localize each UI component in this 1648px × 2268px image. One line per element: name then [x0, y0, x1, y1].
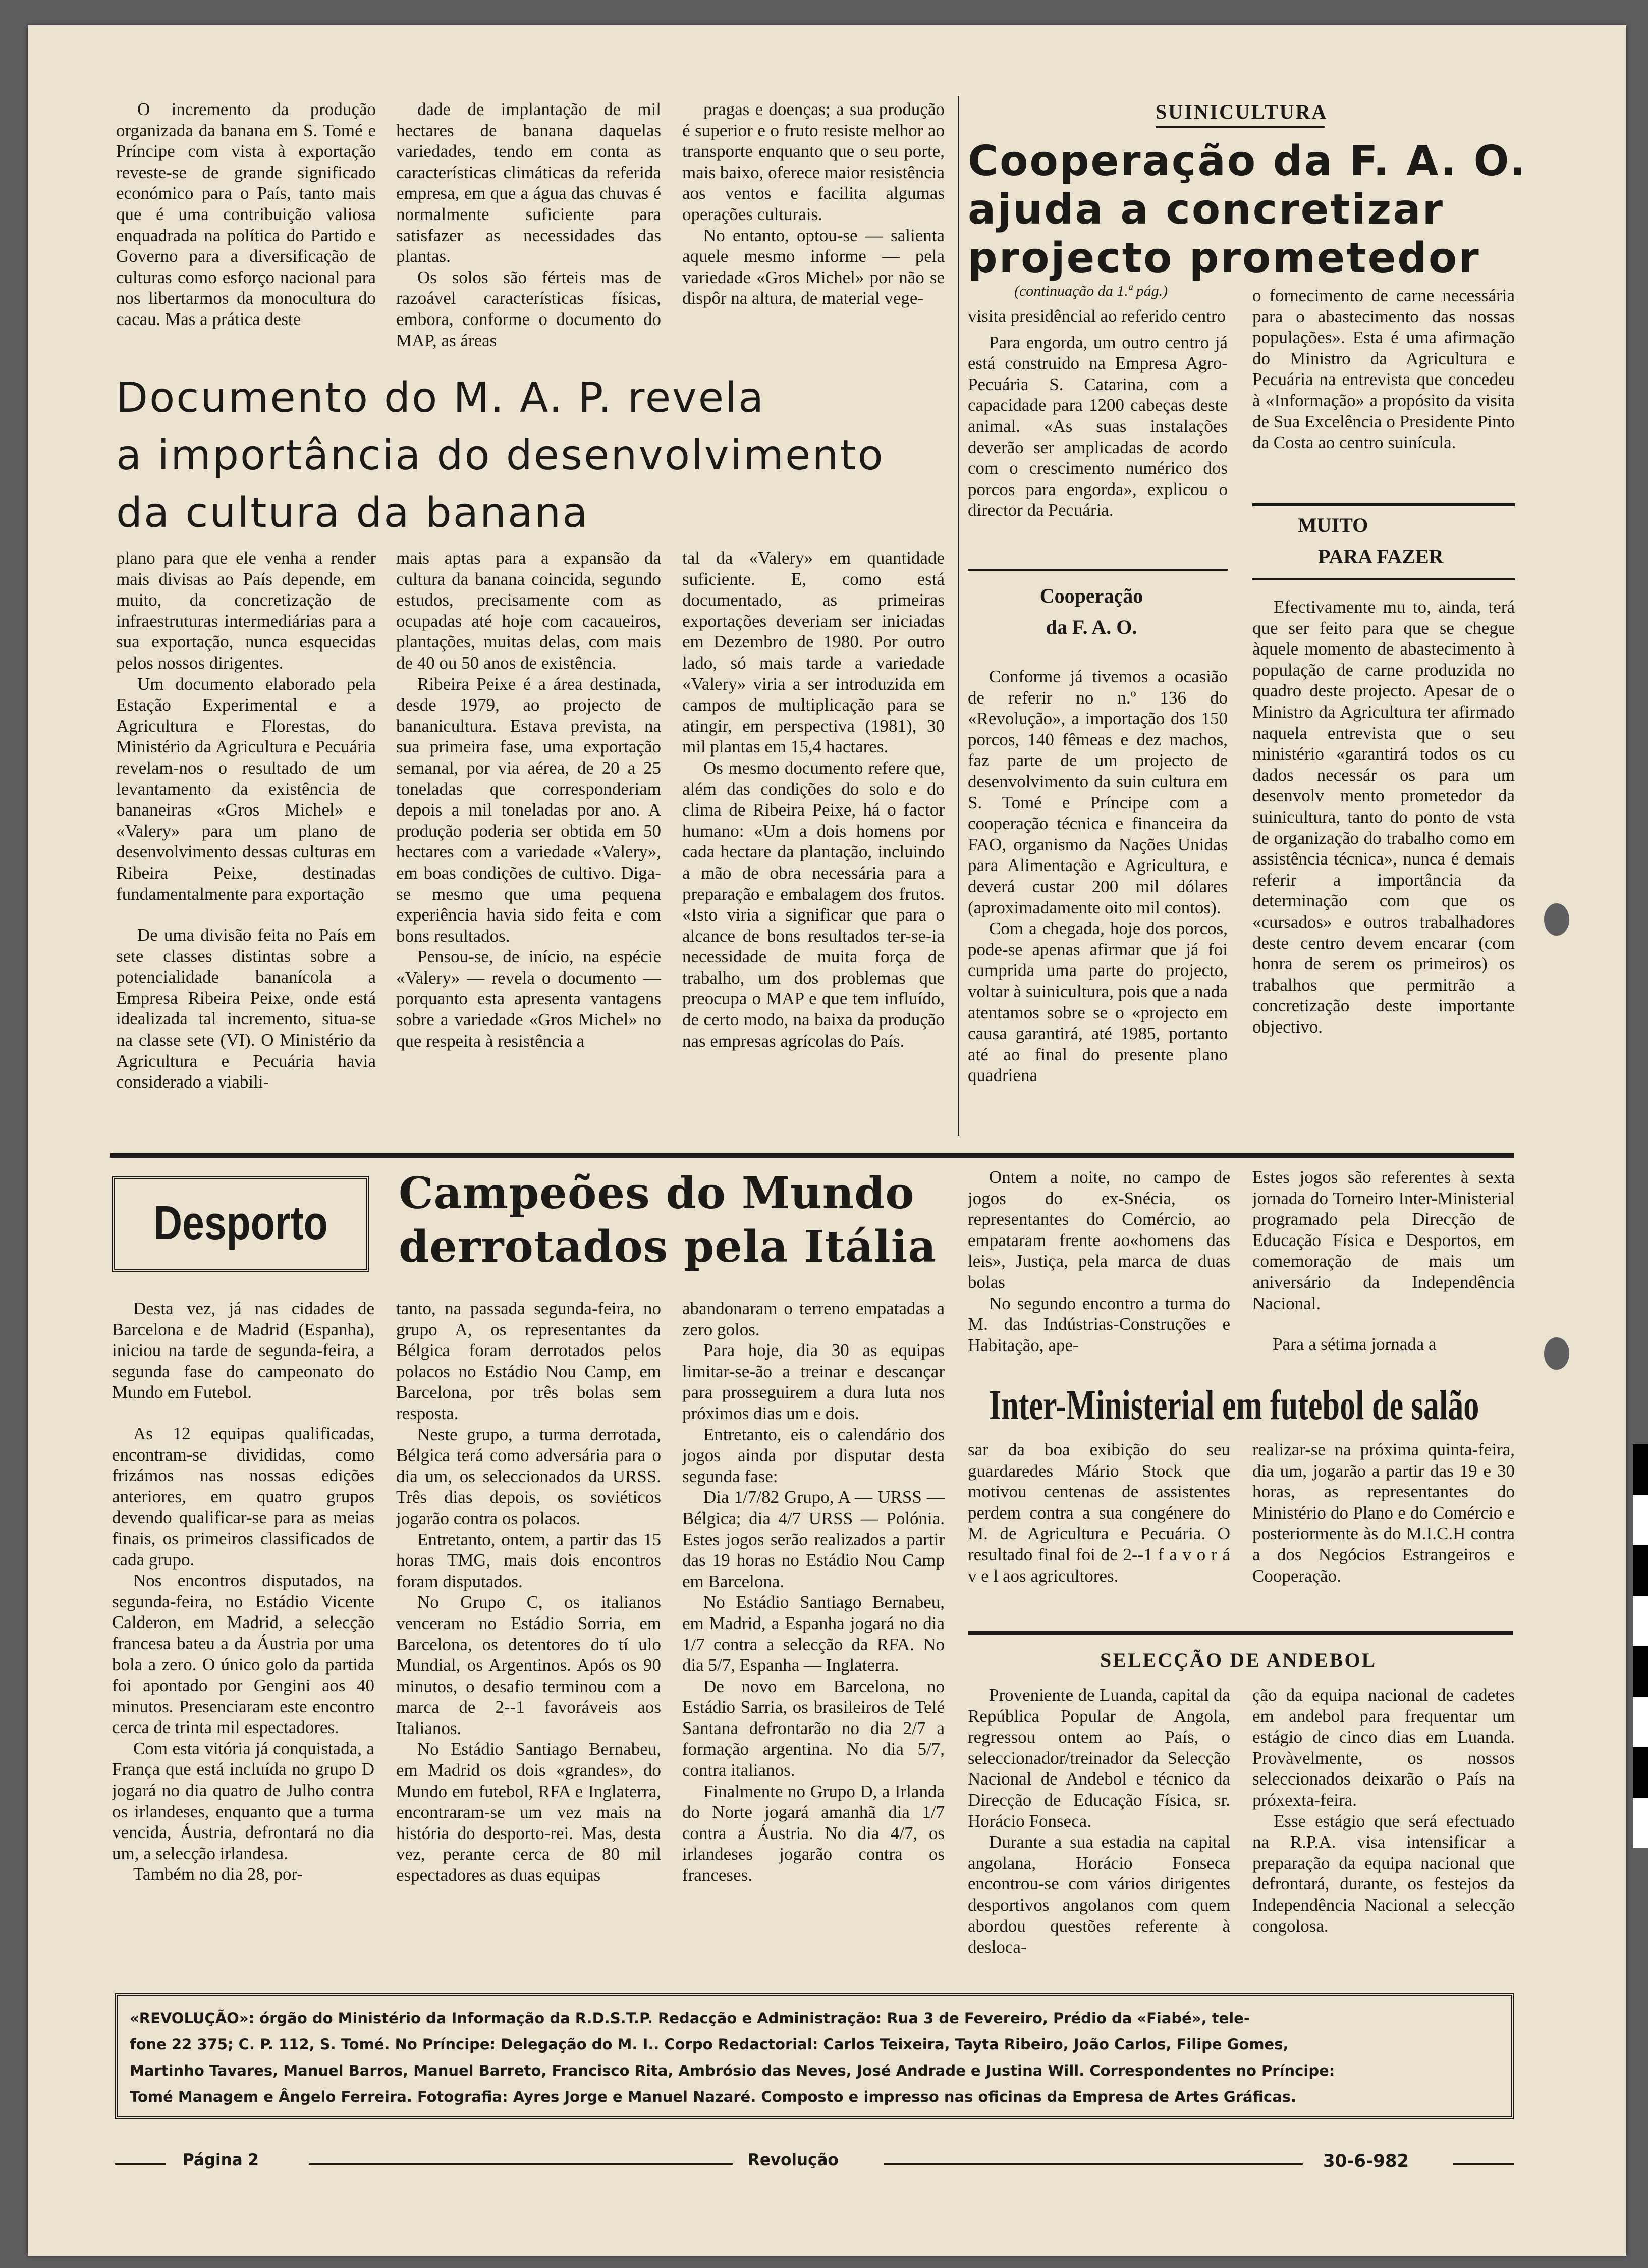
banana-headline-line1: Documento do M. A. P. revela — [116, 374, 765, 422]
banana-headline-line2: a importância do desenvolvimento — [116, 431, 885, 479]
subhead-line: MUITO — [1298, 514, 1368, 536]
desporto-headline-line2: derrotados pela Itália — [399, 1221, 937, 1272]
paragraph: Dia 1/7/82 Grupo, A — URSS — Bélgica; dia 4/7 URSS — Polónia. Estes jogos serão realizados a partir das 19 horas no Estádio Nou Camp em Barcelona. — [682, 1487, 945, 1591]
paragraph: plano para que ele venha a render mais divisas ao País depende, em muito, da concretização de infraestruturas intermediárias para a sua exportação, nunca esquecidas pelos nossos dirigentes. — [116, 548, 376, 673]
masthead-line: fone 22 375; C. P. 112, S. Tomé. No Príncipe: Delegação do M. I.. Corpo Redactorial: Carlos Teixeira, Tayta Ribeiro, João Carlos, Filipe Gomes, — [130, 2036, 1289, 2053]
paragraph: Esse estágio que será efectuado na R.P.A. visa intensificar a preparação da equipa nacional que defrontará, durante, os festejos da Independência Nacional a selecção congolosa. — [1252, 1811, 1515, 1936]
binding-hole — [1544, 1337, 1569, 1370]
suinicultura-col-b2 — [1252, 597, 1515, 1139]
paragraph: De novo em Barcelona, no Estádio Sarria, os brasileiros de Telé Santana defrontarão no dia 2/7 a formação argentina. No dia 5/7, contra italianos. — [682, 1676, 945, 1780]
desporto-col2 — [396, 1298, 661, 1979]
paragraph: Proveniente de Luanda, capital da República Popular de Angola, regressou ontem ao País, o seleccionador/treinador da Selecção Nacional de Andebol e técnico da Direcção de Educação Física, sr. Horácio Fonseca. — [968, 1685, 1230, 1831]
footer-rule-left — [115, 2163, 166, 2165]
paragraph: No Estádio Santiago Bernabeu, em Madrid os dois «grandes», do Mundo em futebol, RFA e Inglaterra, encontraram-se um vez mais na história do desporto-rei. Mas, desta vez, perante cerca de 80 mil espectadores as duas equipas — [396, 1739, 661, 1885]
andebol-col-b — [1252, 1685, 1515, 1987]
suinicultura-col-b — [1252, 285, 1515, 492]
footer-rule — [309, 2163, 733, 2165]
paragraph: De uma divisão feita no País em sete classes distintas sobre a potencialidade bananícola a Empresa Ribeira Peixe, onde está idealizada tal incremento, situa-se na classe sete (VI). O Ministério da Agricultura e Pecuária havia considerado a viabili- — [116, 925, 376, 1092]
paragraph: O incremento da produção organizada da banana em S. Tomé e Príncipe com vista à exportação reveste-se de grande significado económico para o País, tanto mais que é uma contribuição valiosa enquadrada na política do Partido e Governo para a diversificação de culturas como esforço nacional para nos libertarmos da monocultura do cacau. Mas a prática deste — [116, 99, 376, 329]
paragraph: Pensou-se, de início, na espécie «Valery» — revela o documento — porquanto esta apresenta vantagens sobre a variedade «Gros Michel» no que respeita à resistência a — [396, 947, 661, 1051]
desporto-label: Desporto — [153, 1196, 328, 1250]
paragraph: o fornecimento de carne necessária para o abastecimento das nossas populações». Esta é uma afirmação do Ministro da Agricultura e Pecuária na entrevista que concedeu à «Informação» a propósito da visita de Sua Excelência o Presidente Pinto da Costa ao centro suinícula. — [1252, 286, 1515, 453]
banana-col3 — [682, 548, 945, 1138]
kicker-underline — [1156, 126, 1325, 128]
paragraph: Neste grupo, a turma derrotada, Bélgica terá como adversária para o dia um, os seleccionados da URSS. Três dias depois, os soviéticos jogarão contra os polacos. — [396, 1424, 661, 1528]
subhead-rule — [1252, 578, 1515, 580]
paragraph: Com esta vitória já conquistada, a França que está incluída no grupo D jogará no dia quatro de Julho contra os irlandeses, enquanto que a turma vencida, Áustria, defrontará no dia um, a selecção irlandesa. — [112, 1738, 374, 1863]
paragraph: realizar-se na próxima quinta-feira, dia um, jogarão a partir das 19 e 30 horas, as representantes do Ministério do Plano e do Comércio e posteriormente às do M.I.C.H contra a dos Negócios Estrangeiros e Cooperação. — [1252, 1440, 1515, 1586]
suinicultura-headline-line3: projecto prometedor — [968, 234, 1480, 282]
paragraph: Para engorda, um outro centro já está construido na Empresa Agro-Pecuária S. Catarina, com a capacidade para 1200 cabeças deste animal. «As suas instalações deverão ser amplicadas de acordo com o crescimento numérico dos porcos para engorda», explicou o director da Pecuária. — [968, 332, 1228, 520]
suinicultura-headline-line1: Cooperação da F. A. O. — [968, 137, 1527, 185]
paragraph: No segundo encontro a turma do M. das Indústrias-Construções e Habitação, ape- — [968, 1293, 1230, 1355]
banana-col3-top — [682, 99, 945, 366]
masthead-line: «REVOLUÇÃO»: órgão do Ministério da Informação da R.D.S.T.P. Redacção e Administração: Rua 3 de Fevereiro, Prédio da «Fiabé», tele- — [130, 2010, 1250, 2027]
footer-date: 30-6-982 — [1323, 2151, 1409, 2171]
subhead-muito-para-fazer — [1252, 510, 1515, 572]
futsal-col-a — [968, 1439, 1230, 1626]
desporto-section-box — [112, 1176, 369, 1272]
banana-col2-top — [396, 99, 661, 366]
paragraph: Os solos são férteis mas de razoável características físicas, embora, conforme o documento do MAP, as áreas — [396, 267, 661, 350]
continuation-note: (continuação da 1.ª pág.) — [1014, 283, 1168, 299]
paragraph: No Grupo C, os italianos venceram no Estádio Sorria, em Barcelona, os detentores do tí ulo Mundial, os Argentinos. Após os 90 minutos, o desafio terminou com a marca de 2--1 favoráveis aos Italianos. — [396, 1592, 661, 1738]
masthead-line: Tomé Managem e Ângelo Ferreira. Fotografia: Ayres Jorge e Manuel Nazaré. Composto e impresso nas oficinas da Empresa de Artes Gráficas. — [130, 2088, 1297, 2105]
footer-rule — [884, 2163, 1303, 2165]
banana-col1-top — [116, 99, 376, 366]
paragraph: Para a sétima jornada a — [1273, 1334, 1437, 1355]
subhead-cooperacao — [968, 580, 1215, 643]
subhead-line: Cooperação — [1039, 584, 1143, 607]
suinicultura-headline-line2: ajuda a concretizar — [968, 186, 1445, 234]
paragraph: pragas e doenças; a sua produção é superior e o fruto resiste melhor ao transporte enquanto que o seu porte, mais baixo, oferece maior resistência aos ventos e facilita algumas operações culturais. — [682, 99, 945, 224]
paragraph: No Estádio Santiago Bernabeu, em Madrid, a Espanha jogará no dia 1/7 contra a selecção da RFA. No dia 5/7, Espanha — Inglaterra. — [682, 1592, 945, 1676]
paragraph: No entanto, optou-se — salienta aquele mesmo informe — pela variedade «Gros Michel» por não se dispôr na altura, de material vege- — [682, 225, 945, 308]
futsal-headline: Inter-Ministerial em futebol de salão — [989, 1382, 1479, 1429]
paragraph: Para hoje, dia 30 as equipas limitar-se-ão a treinar e descançar para prosseguirem a dura luta nos próximos dias um e dois. — [682, 1340, 945, 1423]
banana-col2 — [396, 548, 661, 1138]
section-divider — [110, 1153, 1514, 1158]
andebol-col-a — [968, 1685, 1230, 1987]
paragraph: Entretanto, eis o calendário dos jogos ainda por disputar desta segunda fase: — [682, 1424, 945, 1486]
paragraph: ção da equipa nacional de cadetes em andebol para frequentar um estágio de cinco dias em Luanda. Provàvelmente, os nossos seleccionados deixarão o País na próxexta-feira. — [1252, 1685, 1515, 1810]
desporto-headline-line1: Campeões do Mundo — [399, 1168, 915, 1219]
subhead-line: da F. A. O. — [1046, 616, 1137, 638]
footer-page-number: Página 2 — [183, 2151, 259, 2169]
subhead-rule — [968, 569, 1228, 571]
footer-paper-name: Revolução — [748, 2151, 839, 2169]
paragraph: Desta vez, já nas cidades de Barcelona e de Madrid (Espanha), iniciou na tarde de segunda-feira, a segunda fase do campeonato do Mundo em Futebol. — [112, 1299, 374, 1402]
banana-col1 — [116, 548, 376, 1138]
paragraph: Estes jogos são referentes à sexta jornada do Torneiro Inter-Ministerial programado pela Direcção de Educação Física e Desportos, em comemoração de mais um aniversário da Independência Nacional. — [1252, 1167, 1515, 1313]
suinicultura-kicker: SUINICULTURA — [1156, 100, 1328, 123]
masthead-box — [115, 1993, 1514, 2119]
desporto-col1 — [112, 1298, 374, 1979]
paragraph: Durante a sua estadia na capital angolana, Horácio Fonseca encontrou-se com vários dirigentes desportivos angolanos com quem abordou questões referente à desloca- — [968, 1832, 1230, 1957]
futsal-col-b — [1252, 1439, 1515, 1626]
paragraph: Finalmente no Grupo D, a Irlanda do Norte jogará amanhã dia 1/7 contra a Áustria. No dia 4/7, os irlandeses jogarão contra os franceses. — [682, 1781, 945, 1885]
archive-scale-bar — [1633, 1444, 1648, 1848]
paragraph: tanto, na passada segunda-feira, no grupo A, os representantes da Bélgica foram derrotados pelos polacos no Estádio Nou Camp, em Barcelona, por três bolas sem resposta. — [396, 1299, 661, 1423]
paragraph: As 12 equipas qualificadas, encontram-se divididas, como frizámos nas nossas edições anteriores, em quatro grupos devendo qualificar-se para as meias finais, os primeiros classificados de cada grupo. — [112, 1423, 374, 1570]
masthead-line: Martinho Tavares, Manuel Barros, Manuel Barreto, Francisco Rita, Ambrósio das Neves, José Andrade e Justina Will. Correspondentes no Príncipe: — [130, 2062, 1335, 2079]
paragraph: Também no dia 28, por- — [133, 1864, 303, 1884]
andebol-headline: SELECÇÃO DE ANDEBOL — [1100, 1649, 1377, 1671]
paragraph: visita presidêncial ao referido centro — [968, 306, 1226, 326]
paragraph: Efectivamente mu to, ainda, terá que ser feito para que se chegue àquele momento de abastecimento à população de carne produzida no quadro deste projecto. Apesar de o Ministro da Agricultura ter afirmado naquela entrevista que o seu ministério «garantirá todos os cu dados necessár os para um desenvolv mento prometedor da suinicultura, tanto do ponto de vsta de organização do trabalho como em assistência técnica», nunca é demais referir a importância da determinação com que os «cursados» e outros trabalhadores deste centro devem encarar (com honra de serem os primeiros) os trabalhos que permitrão a concretização deste importante objectivo. — [1252, 597, 1515, 1037]
paragraph: Nos encontros disputados, na segunda-feira, no Estádio Vicente Calderon, em Madrid, a selecção francesa bateu a da Áustria por uma bola a zero. O único golo da partida foi apontado por Gengini aos 40 minutos. Presenciaram este encontro cerca de trinta mil espectadores. — [112, 1571, 374, 1738]
footer-rule-right — [1453, 2163, 1514, 2165]
section-divider — [968, 1631, 1513, 1635]
paragraph: mais aptas para a expansão da cultura da banana coincida, segundo estudos, precisamente com as ocupadas até hoje com cacaueiros, plantações, muitas delas, com mais de 40 ou 50 anos de existência. — [396, 548, 661, 673]
paragraph: Conforme já tivemos a ocasião de referir no n.º 136 do «Revolução», a importação dos 150 porcos, 140 fêmeas e dez machos, faz parte de um projecto de desenvolvimento da suin cultura em S. Tomé e Príncipe com a cooperação técnica e financeira da FAO, organismo da Nações Unidas para Alimentação e Agricultura, e deverá custar 200 mil dólares (aproximadamente oito mil contos). — [968, 667, 1228, 917]
paragraph: Ontem a noite, no campo de jogos do ex-Snécia, os representantes do Comércio, ao empataram frente ao«homens das leis», Justiça, pela marca de duas bolas — [968, 1167, 1230, 1292]
banana-headline-line3: da cultura da banana — [116, 489, 589, 537]
paragraph: Entretanto, ontem, a partir das 15 horas TMG, mais dois encontros foram disputados. — [396, 1529, 661, 1591]
paragraph: dade de implantação de mil hectares de banana daquelas variedades, tendo em conta as características climáticas da referida empresa, em que a água das chuvas é normalmente suficiente para satisfazer as necessidades das plantas. — [396, 99, 661, 266]
paragraph: Com a chegada, hoje dos porcos, pode-se apenas afirmar que já foi cumprida uma parte do projecto, voltar à suinicultura, pois que a nada atentamos sobre se o «projecto em causa garantirá, até 1985, portanto até ao final do presente plano quadriena — [968, 919, 1228, 1086]
column-divider — [958, 96, 959, 1136]
futsal-col-b-top — [1252, 1167, 1515, 1379]
subhead-rule — [1252, 503, 1515, 506]
paragraph: abandonaram o terreno empatadas a zero golos. — [682, 1299, 945, 1339]
paragraph: Ribeira Peixe é a área destinada, desde 1979, ao projecto de bananicultura. Estava prevista, na sua primeira fase, uma exportação semanal, por via aérea, de 20 a 25 toneladas que corresponderiam depois a mil toneladas por ano. A produção poderia ser obtida em 50 hectares com a variedade «Valery», em boas condições de cultivo. Diga-se mesmo que uma pequena experiência havia sido feita e com bons resultados. — [396, 674, 661, 946]
paragraph: Os mesmo documento refere que, além das condições do solo e do clima de Ribeira Peixe, há o factor humano: «Um a dois homens por cada hectare da plantação, incluindo a mão de obra necessária para a preparação e embalagem dos frutos. «Isto viria a significar que para o alcance de bons resultados ter-se-ia necessidade de muita força de trabalho, um dos problemas que preocupa o MAP e que tem influído, de certo modo, na baixa da produção nas empresas agrícolas do País. — [682, 758, 945, 1051]
suinicultura-col-a2 — [968, 666, 1228, 1138]
subhead-line: PARA FAZER — [1318, 545, 1444, 568]
paragraph: Um documento elaborado pela Estação Experimental e a Agricultura e Florestas, do Ministério da Agricultura e Pecuária revelam-nos o resultado de um levantamento da existência de bananeiras «Gros Michel» e «Valery» para um plano de desenvolvimento dessas culturas em Ribeira Peixe, destinadas fundamentalmente para exportação — [116, 674, 376, 904]
binding-hole — [1544, 903, 1569, 936]
paragraph: sar da boa exibição do seu guardaredes Mário Stock que motivou centenas de assistentes perdem contra a sua congénere do M. de Agricultura e Pecuária. O resultado final foi de 2--1 f a v o r á v e l aos agricultores. — [968, 1440, 1230, 1586]
suinicultura-col-a — [968, 306, 1228, 568]
paragraph: tal da «Valery» em quantidade suficiente. E, como está documentado, as primeiras exportações deveriam ser iniciadas em Dezembro de 1980. Por outro lado, só mais tarde a variedade «Valery» viria a ser introduzida em campos de multiplicação para se atingir, em perspectiva (1981), 30 mil plantas em 15,4 hactares. — [682, 548, 945, 757]
desporto-col3 — [682, 1298, 945, 1979]
futsal-col-a-top — [968, 1167, 1230, 1379]
